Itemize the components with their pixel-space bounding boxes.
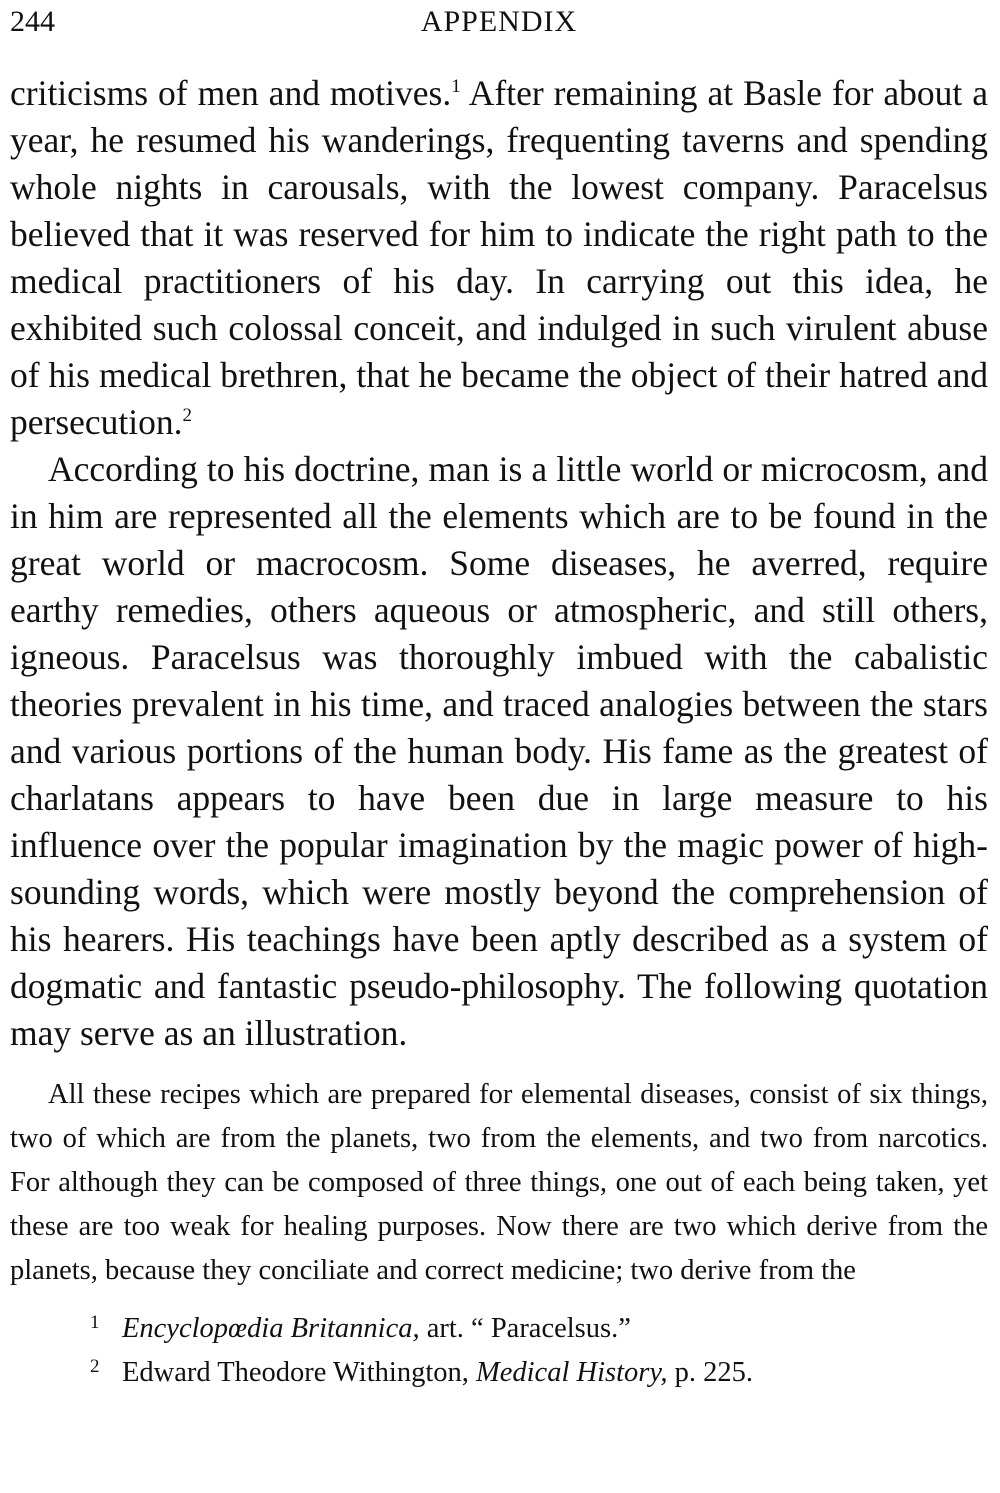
footnote-text: art. “ Paracelsus.” (419, 1313, 631, 1344)
footnote (90, 1351, 988, 1395)
extract-text: All these recipes which are prepared for elemental diseases, consist of six things, two of which are from the planets, two from the elements, and two from narcotics. For although they can be composed of three things, one out of each being taken, yet these are too weak for healing purposes. Now there are two which derive from the planets, because they conciliate and correct medicine; two derive from the (10, 1079, 988, 1286)
footnote (90, 1307, 988, 1351)
book-page (10, 0, 988, 1395)
footnote-number: 2 (90, 1356, 100, 1377)
page-header (10, 0, 988, 44)
footnotes (10, 1307, 988, 1395)
footnote-ref: 2 (182, 405, 193, 427)
quotation-extract (10, 1073, 988, 1293)
paragraph-doctrine (10, 446, 988, 1057)
footnote-ref: 1 (451, 76, 461, 98)
paragraph-text: After remaining at Basle for about a year, he resumed his wanderings, frequenting taverns and spending whole nights in carousals, with the lowest company. Paracelsus believed that it was reserved for him to indicate the right path to the medical practitioners of his day. In carrying out this idea, he exhibited such colossal conceit, and indulged in such virulent abuse of his medical brethren, that he became the object of their hatred and persecution. (10, 73, 989, 442)
paragraph-text: According to his doctrine, man is a little world or microcosm, and in him are represented all the elements which are to be found in the great world or macrocosm. Some diseases, he averred, require earthy remedies, others aqueous or atmospheric, and still others, igneous. Paracelsus was thoroughly imbued with the cabalistic theories prevalent in his time, and traced analogies between the stars and various portions of the human body. His fame as the greatest of charlatans appears to have been due in large measure to his influence over the popular imagination by the magic power of high-sounding words, which were mostly beyond the comprehension of his hearers. His teachings have been aptly described as a system of dogmatic and fantastic pseudo-philosophy. The following quotation may serve as an illustration. (10, 449, 988, 1053)
paragraph-text: criticisms of men and motives. (10, 73, 452, 113)
footnote-number: 1 (90, 1312, 100, 1333)
footnote-text: p. 225. (667, 1357, 754, 1388)
running-head: APPENDIX (420, 5, 578, 38)
footnote-text: Edward Theodore Withington, (122, 1357, 476, 1388)
page-number: 244 (10, 5, 55, 38)
footnote-title: Medical History, (475, 1357, 668, 1388)
footnote-title: Encyclopœdia Britannica, (122, 1313, 420, 1344)
paragraph-continued (10, 70, 988, 446)
